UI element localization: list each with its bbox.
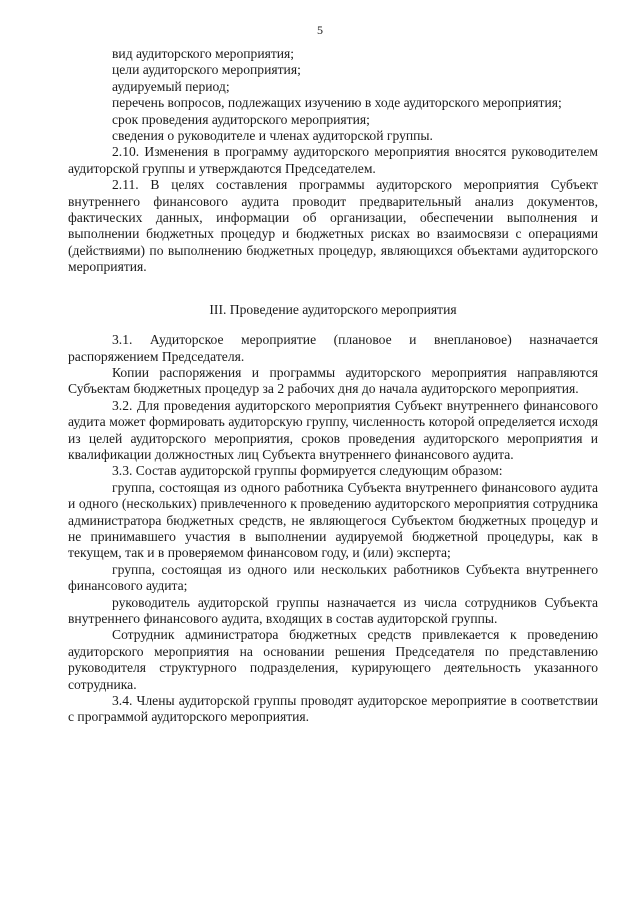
paragraph-2-11: 2.11. В целях составления программы аудиторского мероприятия Субъект внутреннего финансового аудита проводит предварительный анализ документов, фактических данных, информации об организации, обеспечении выполнения и выполнении бюджетных процедур и бюджетных рисках во взаимосвязи с операциями (действиями) по выполнению бюджетных процедур, являющихся объектами аудиторского мероприятия. xyxy=(68,177,598,275)
document-body xyxy=(68,46,598,726)
paragraph-copies: Копии распоряжения и программы аудиторского мероприятия направляются Субъектам бюджетных процедур за 2 рабочих дня до начала аудиторского мероприятия. xyxy=(68,364,598,397)
paragraph-group-composition-1: группа, состоящая из одного работника Субъекта внутреннего финансового аудита и одного (нескольких) привлеченного к проведению аудиторского мероприятия сотрудника администратора бюджетных средств, не являющегося Субъектом бюджетных процедур и не принимавшего участия в выполнении аудируемой бюджетной процедуры, как в текущем, так и в проверяемом финансовом году, и (или) эксперта; xyxy=(68,479,598,561)
list-item: сведения о руководителе и членах аудиторской группы. xyxy=(112,128,433,144)
paragraph-employee-involvement: Сотрудник администратора бюджетных средств привлекается к проведению аудиторского мероприятия на основании решения Председателя по представлению руководителя структурного подразделения, курирующего деятельность указанного сотрудника. xyxy=(68,627,598,692)
page-number: 5 xyxy=(317,23,323,37)
paragraph-group-leader: руководитель аудиторской группы назначается из числа сотрудников Субъекта внутреннего финансового аудита, входящих в состав аудиторской группы. xyxy=(68,594,598,626)
paragraph-2-10: 2.10. Изменения в программу аудиторского мероприятия вносятся руководителем аудиторской группы и утверждаются Председателем. xyxy=(68,144,598,176)
paragraph-3-1: 3.1. Аудиторское мероприятие (плановое и внеплановое) назначается распоряжением Председателя. xyxy=(68,332,598,364)
paragraph-3-3: 3.3. Состав аудиторской группы формируется следующим образом: xyxy=(112,463,503,479)
paragraph-group-composition-2: группа, состоящая из одного или нескольких работников Субъекта внутреннего финансового аудита; xyxy=(68,561,598,594)
list-item: перечень вопросов, подлежащих изучению в ходе аудиторского мероприятия; xyxy=(112,95,562,111)
list-item: срок проведения аудиторского мероприятия; xyxy=(112,111,370,127)
list-item: аудируемый период; xyxy=(112,78,230,94)
paragraph-3-4: 3.4. Члены аудиторской группы проводят аудиторское мероприятие в соответствии с программой аудиторского мероприятия. xyxy=(68,693,598,725)
section-heading: III. Проведение аудиторского мероприятия xyxy=(209,301,457,317)
list-item: вид аудиторского мероприятия; xyxy=(112,46,295,61)
list-item: цели аудиторского мероприятия; xyxy=(112,62,301,78)
paragraph-3-2: 3.2. Для проведения аудиторского мероприятия Субъект внутреннего финансового аудита может формировать аудиторскую группу, численность которой определяется исходя из целей аудиторского мероприятия, сроков проведения аудиторского мероприятия и квалификации должностных лиц Субъекта внутреннего финансового аудита. xyxy=(68,397,598,462)
